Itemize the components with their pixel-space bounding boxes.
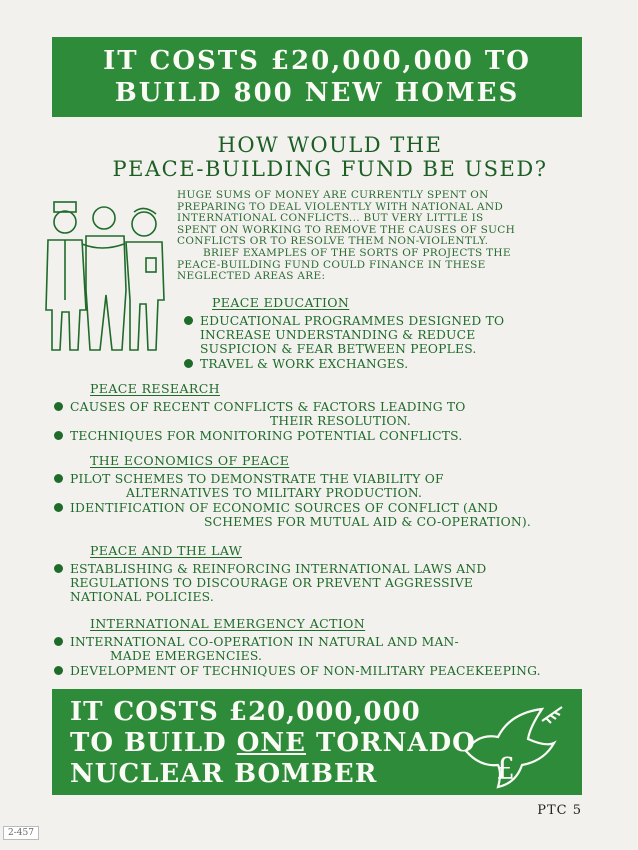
- list-item: [52, 472, 612, 500]
- top-banner: [52, 37, 582, 117]
- item-text-cont: REGULATIONS TO DISCOURAGE OR PREVENT AGGRESSIVE: [70, 576, 474, 590]
- item-text: TRAVEL & WORK EXCHANGES.: [200, 357, 409, 371]
- section-heading: PEACE RESEARCH: [90, 381, 220, 396]
- bullet-icon: [54, 666, 63, 675]
- item-text: EDUCATIONAL PROGRAMMES DESIGNED TO: [200, 314, 505, 328]
- section-heading: THE ECONOMICS OF PEACE: [90, 453, 290, 468]
- item-text-cont: MADE EMERGENCIES.: [110, 649, 263, 663]
- list-item: [52, 635, 612, 663]
- item-text: TECHNIQUES FOR MONITORING POTENTIAL CONFLICTS.: [70, 429, 463, 443]
- item-text: DEVELOPMENT OF TECHNIQUES OF NON-MILITARY PEACEKEEPING.: [70, 664, 541, 678]
- section-heading: PEACE AND THE LAW: [90, 543, 242, 558]
- list-item: [52, 562, 612, 604]
- people-illustration: [42, 200, 172, 360]
- item-text-cont: ALTERNATIVES TO MILITARY PRODUCTION.: [126, 486, 423, 500]
- archive-label: 2-457: [3, 826, 39, 840]
- section-peace-research: [52, 378, 592, 444]
- intro-line: PREPARING TO DEAL VIOLENTLY WITH NATIONAL AND: [177, 200, 504, 213]
- item-text-cont: INCREASE UNDERSTANDING & REDUCE: [200, 328, 476, 342]
- list-item: [182, 314, 582, 356]
- list-item: [52, 429, 592, 443]
- item-text: ESTABLISHING & REINFORCING INTERNATIONAL LAWS AND: [70, 562, 487, 576]
- bullet-icon: [54, 637, 63, 646]
- intro-line: PEACE-BUILDING FUND COULD FINANCE IN THESE: [177, 258, 486, 271]
- dove-pound-icon: [458, 703, 568, 791]
- intro-paragraph: [177, 190, 582, 283]
- item-text: PILOT SCHEMES TO DEMONSTRATE THE VIABILITY OF: [70, 472, 444, 486]
- item-text-cont: SUSPICION & FEAR BETWEEN PEOPLES.: [200, 342, 477, 356]
- section-peace-and-the-law: [52, 540, 612, 605]
- bullet-icon: [184, 359, 193, 368]
- question-line-1: HOW WOULD THE: [217, 133, 443, 157]
- bullet-icon: [54, 431, 63, 440]
- top-banner-line-2: BUILD 800 NEW HOMES: [114, 78, 520, 108]
- list-item: [52, 664, 612, 678]
- list-item: [52, 400, 592, 428]
- intro-line: INTERNATIONAL CONFLICTS... BUT VERY LITTLE IS: [177, 212, 484, 225]
- bullet-icon: [54, 564, 63, 573]
- list-item: [182, 357, 582, 371]
- bullet-icon: [184, 316, 193, 325]
- question-heading: [80, 133, 580, 181]
- bottom-banner-line-3: NUCLEAR BOMBER: [70, 759, 378, 789]
- list-item: [52, 501, 612, 529]
- intro-line: SPENT ON WORKING TO REMOVE THE CAUSES OF SUCH: [177, 223, 516, 236]
- bullet-icon: [54, 474, 63, 483]
- intro-line: HUGE SUMS OF MONEY ARE CURRENTLY SPENT ON: [177, 189, 489, 201]
- pound-sign-in-dove: £: [496, 752, 516, 787]
- section-international-emergency-action: [52, 613, 612, 679]
- bottom-banner-line-2-pre: TO BUILD: [70, 728, 237, 758]
- section-economics-of-peace: [52, 450, 612, 530]
- intro-line: BRIEF EXAMPLES OF THE SORTS OF PROJECTS THE: [203, 246, 511, 259]
- item-text-cont: THEIR RESOLUTION.: [270, 414, 411, 428]
- footer-code: PTC 5: [537, 803, 582, 818]
- bullet-icon: [54, 402, 63, 411]
- item-text: IDENTIFICATION OF ECONOMIC SOURCES OF CONFLICT (AND: [70, 501, 499, 515]
- bottom-banner-emphasis: ONE: [236, 728, 306, 758]
- intro-line: NEGLECTED AREAS ARE:: [177, 270, 326, 283]
- top-banner-line-1: IT COSTS £20,000,000 TO: [103, 46, 531, 76]
- intro-line: CONFLICTS OR TO RESOLVE THEM NON-VIOLENTLY.: [177, 235, 489, 248]
- bottom-banner-line-1: IT COSTS £20,000,000: [70, 697, 421, 727]
- question-line-2: PEACE-BUILDING FUND BE USED?: [112, 157, 548, 181]
- section-heading: INTERNATIONAL EMERGENCY ACTION: [90, 616, 366, 631]
- bottom-banner: [52, 689, 582, 795]
- item-text: CAUSES OF RECENT CONFLICTS & FACTORS LEADING TO: [70, 400, 466, 414]
- item-text: INTERNATIONAL CO-OPERATION IN NATURAL AND MAN-: [70, 635, 459, 649]
- section-heading: PEACE EDUCATION: [212, 295, 350, 310]
- bottom-banner-line-2-post: TORNADO: [305, 728, 476, 758]
- item-text-cont: SCHEMES FOR MUTUAL AID & CO-OPERATION).: [204, 515, 531, 529]
- item-text-cont: NATIONAL POLICIES.: [70, 590, 214, 604]
- bullet-icon: [54, 503, 63, 512]
- section-peace-education: [182, 292, 582, 372]
